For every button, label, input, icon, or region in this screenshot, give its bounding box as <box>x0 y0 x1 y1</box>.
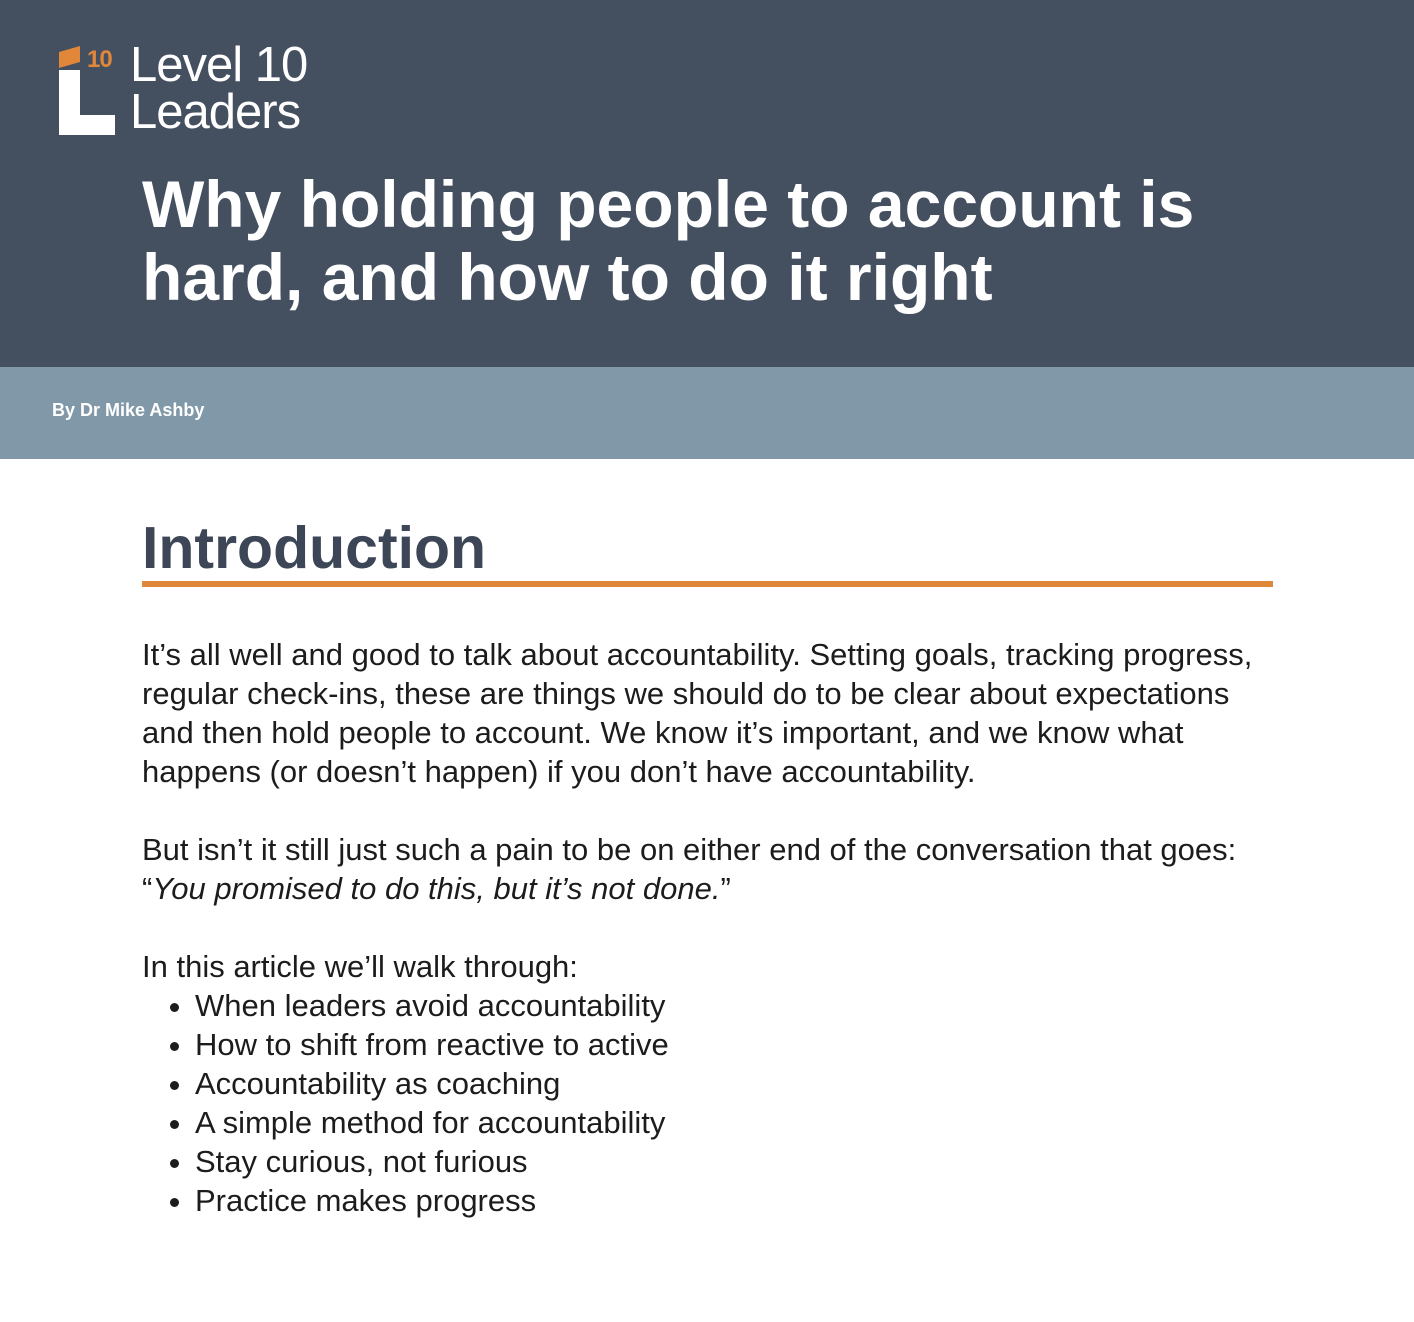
list-item: • How to shift from reactive to active <box>195 1025 1272 1064</box>
section-heading-introduction: Introduction <box>142 515 487 581</box>
logo-line-1: Level 10 <box>130 38 308 92</box>
list-item: • When leaders avoid accountability <box>195 986 1272 1025</box>
article-body <box>142 505 1272 1220</box>
logo-number: 10 <box>87 46 112 73</box>
intro-paragraph-1: It’s all well and good to talk about accountability. Setting goals, tracking progress, regular check-ins, these are things we should do to be clear about expectations and then hold people to account. We know it’s important, and we know what happens (or doesn’t happen) if you don’t have accountability. <box>142 637 1253 789</box>
logo-l-foot <box>59 115 115 135</box>
company-logo[interactable] <box>59 38 329 140</box>
logo-wordmark <box>130 38 308 139</box>
logo-mark-icon <box>59 48 119 136</box>
author-byline: By Dr Mike Ashby <box>52 400 205 420</box>
article-header <box>0 0 1414 367</box>
intro-paragraph-2 <box>142 830 1272 908</box>
article-outline-list <box>142 986 1272 1220</box>
article-title: Why holding people to account is hard, and how to do it right <box>142 167 1195 314</box>
byline-bar <box>0 367 1414 459</box>
paragraph-2-end: ” <box>720 871 731 906</box>
list-item: • Accountability as coaching <box>195 1064 1272 1103</box>
list-lead: In this article we’ll walk through: <box>142 949 578 984</box>
list-item: • A simple method for accountability <box>195 1103 1272 1142</box>
paragraph-2-quote: You promised to do this, but it’s not done. <box>152 871 721 906</box>
paragraph-2-lead: But isn’t it still just such a pain to be on either end of the conversation that goes: “ <box>142 832 1237 906</box>
logo-line-2: Leaders <box>130 85 301 139</box>
list-item: • Stay curious, not furious <box>195 1142 1272 1181</box>
list-item: • Practice makes progress <box>195 1181 1272 1220</box>
logo-accent-block <box>59 46 80 68</box>
